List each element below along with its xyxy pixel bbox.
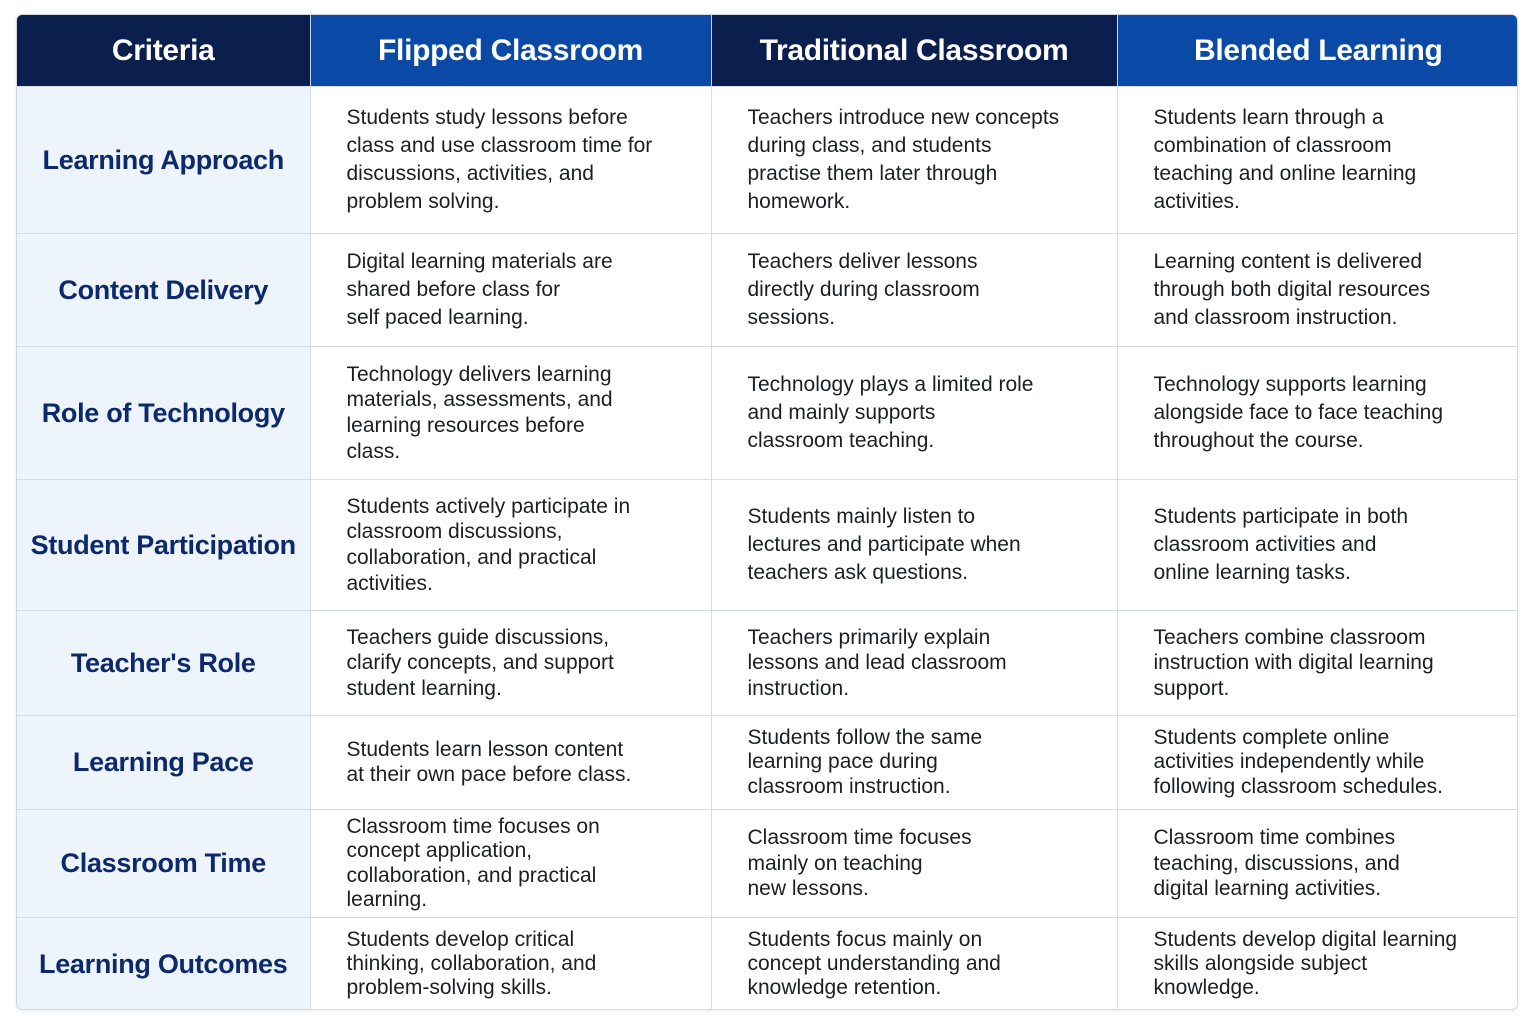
- header-flipped-classroom: Flipped Classroom: [310, 15, 711, 87]
- table-cell: Students develop critical thinking, collaboration, and problem-solving skills.: [310, 918, 711, 1010]
- row-label: Role of Technology: [17, 347, 310, 480]
- table-cell: Students actively participate in classroom discussions, collaboration, and practical activities.: [310, 480, 711, 611]
- table-cell: Teachers primarily explain lessons and lead classroom instruction.: [711, 611, 1117, 716]
- table-cell: Students learn through a combination of classroom teaching and online learning activities.: [1117, 87, 1518, 234]
- row-label: Learning Pace: [17, 716, 310, 810]
- header-criteria: Criteria: [17, 15, 310, 87]
- table-cell: Classroom time combines teaching, discussions, and digital learning activities.: [1117, 810, 1518, 918]
- header-traditional-classroom: Traditional Classroom: [711, 15, 1117, 87]
- table-cell: Digital learning materials are shared before class for self paced learning.: [310, 234, 711, 347]
- table-cell: Classroom time focuses mainly on teaching new lessons.: [711, 810, 1117, 918]
- table-row-student-participation: [17, 480, 1518, 611]
- table-row-learning-pace: [17, 716, 1518, 810]
- table-cell: Students mainly listen to lectures and participate when teachers ask questions.: [711, 480, 1117, 611]
- table-cell: Students develop digital learning skills alongside subject knowledge.: [1117, 918, 1518, 1010]
- table-cell: Students learn lesson content at their own pace before class.: [310, 716, 711, 810]
- table-cell: Classroom time focuses on concept application, collaboration, and practical learning.: [310, 810, 711, 918]
- table-row-classroom-time: [17, 810, 1518, 918]
- table-cell: Teachers guide discussions, clarify concepts, and support student learning.: [310, 611, 711, 716]
- table-cell: Students follow the same learning pace during classroom instruction.: [711, 716, 1117, 810]
- table-cell: Students complete online activities independently while following classroom schedules.: [1117, 716, 1518, 810]
- row-label: Student Participation: [17, 480, 310, 611]
- row-label: Learning Approach: [17, 87, 310, 234]
- comparison-table-container: [16, 14, 1518, 1010]
- row-label: Content Delivery: [17, 234, 310, 347]
- table-cell: Teachers deliver lessons directly during classroom sessions.: [711, 234, 1117, 347]
- table-cell: Students study lessons before class and use classroom time for discussions, activities, and problem solving.: [310, 87, 711, 234]
- table-cell: Students participate in both classroom activities and online learning tasks.: [1117, 480, 1518, 611]
- table-row-teachers-role: [17, 611, 1518, 716]
- table-row-role-of-technology: [17, 347, 1518, 480]
- table-cell: Teachers introduce new concepts during class, and students practise them later through homework.: [711, 87, 1117, 234]
- table-row-learning-outcomes: [17, 918, 1518, 1010]
- table-cell: Technology plays a limited role and mainly supports classroom teaching.: [711, 347, 1117, 480]
- row-label: Learning Outcomes: [17, 918, 310, 1010]
- table-row-learning-approach: [17, 87, 1518, 234]
- row-label: Teacher's Role: [17, 611, 310, 716]
- table-cell: Teachers combine classroom instruction with digital learning support.: [1117, 611, 1518, 716]
- table-cell: Learning content is delivered through both digital resources and classroom instruction.: [1117, 234, 1518, 347]
- comparison-table: [17, 15, 1518, 1010]
- table-row-content-delivery: [17, 234, 1518, 347]
- table-cell: Technology delivers learning materials, assessments, and learning resources before class.: [310, 347, 711, 480]
- table-cell: Students focus mainly on concept understanding and knowledge retention.: [711, 918, 1117, 1010]
- header-row: [17, 15, 1518, 87]
- table-cell: Technology supports learning alongside face to face teaching throughout the course.: [1117, 347, 1518, 480]
- header-blended-learning: Blended Learning: [1117, 15, 1518, 87]
- row-label: Classroom Time: [17, 810, 310, 918]
